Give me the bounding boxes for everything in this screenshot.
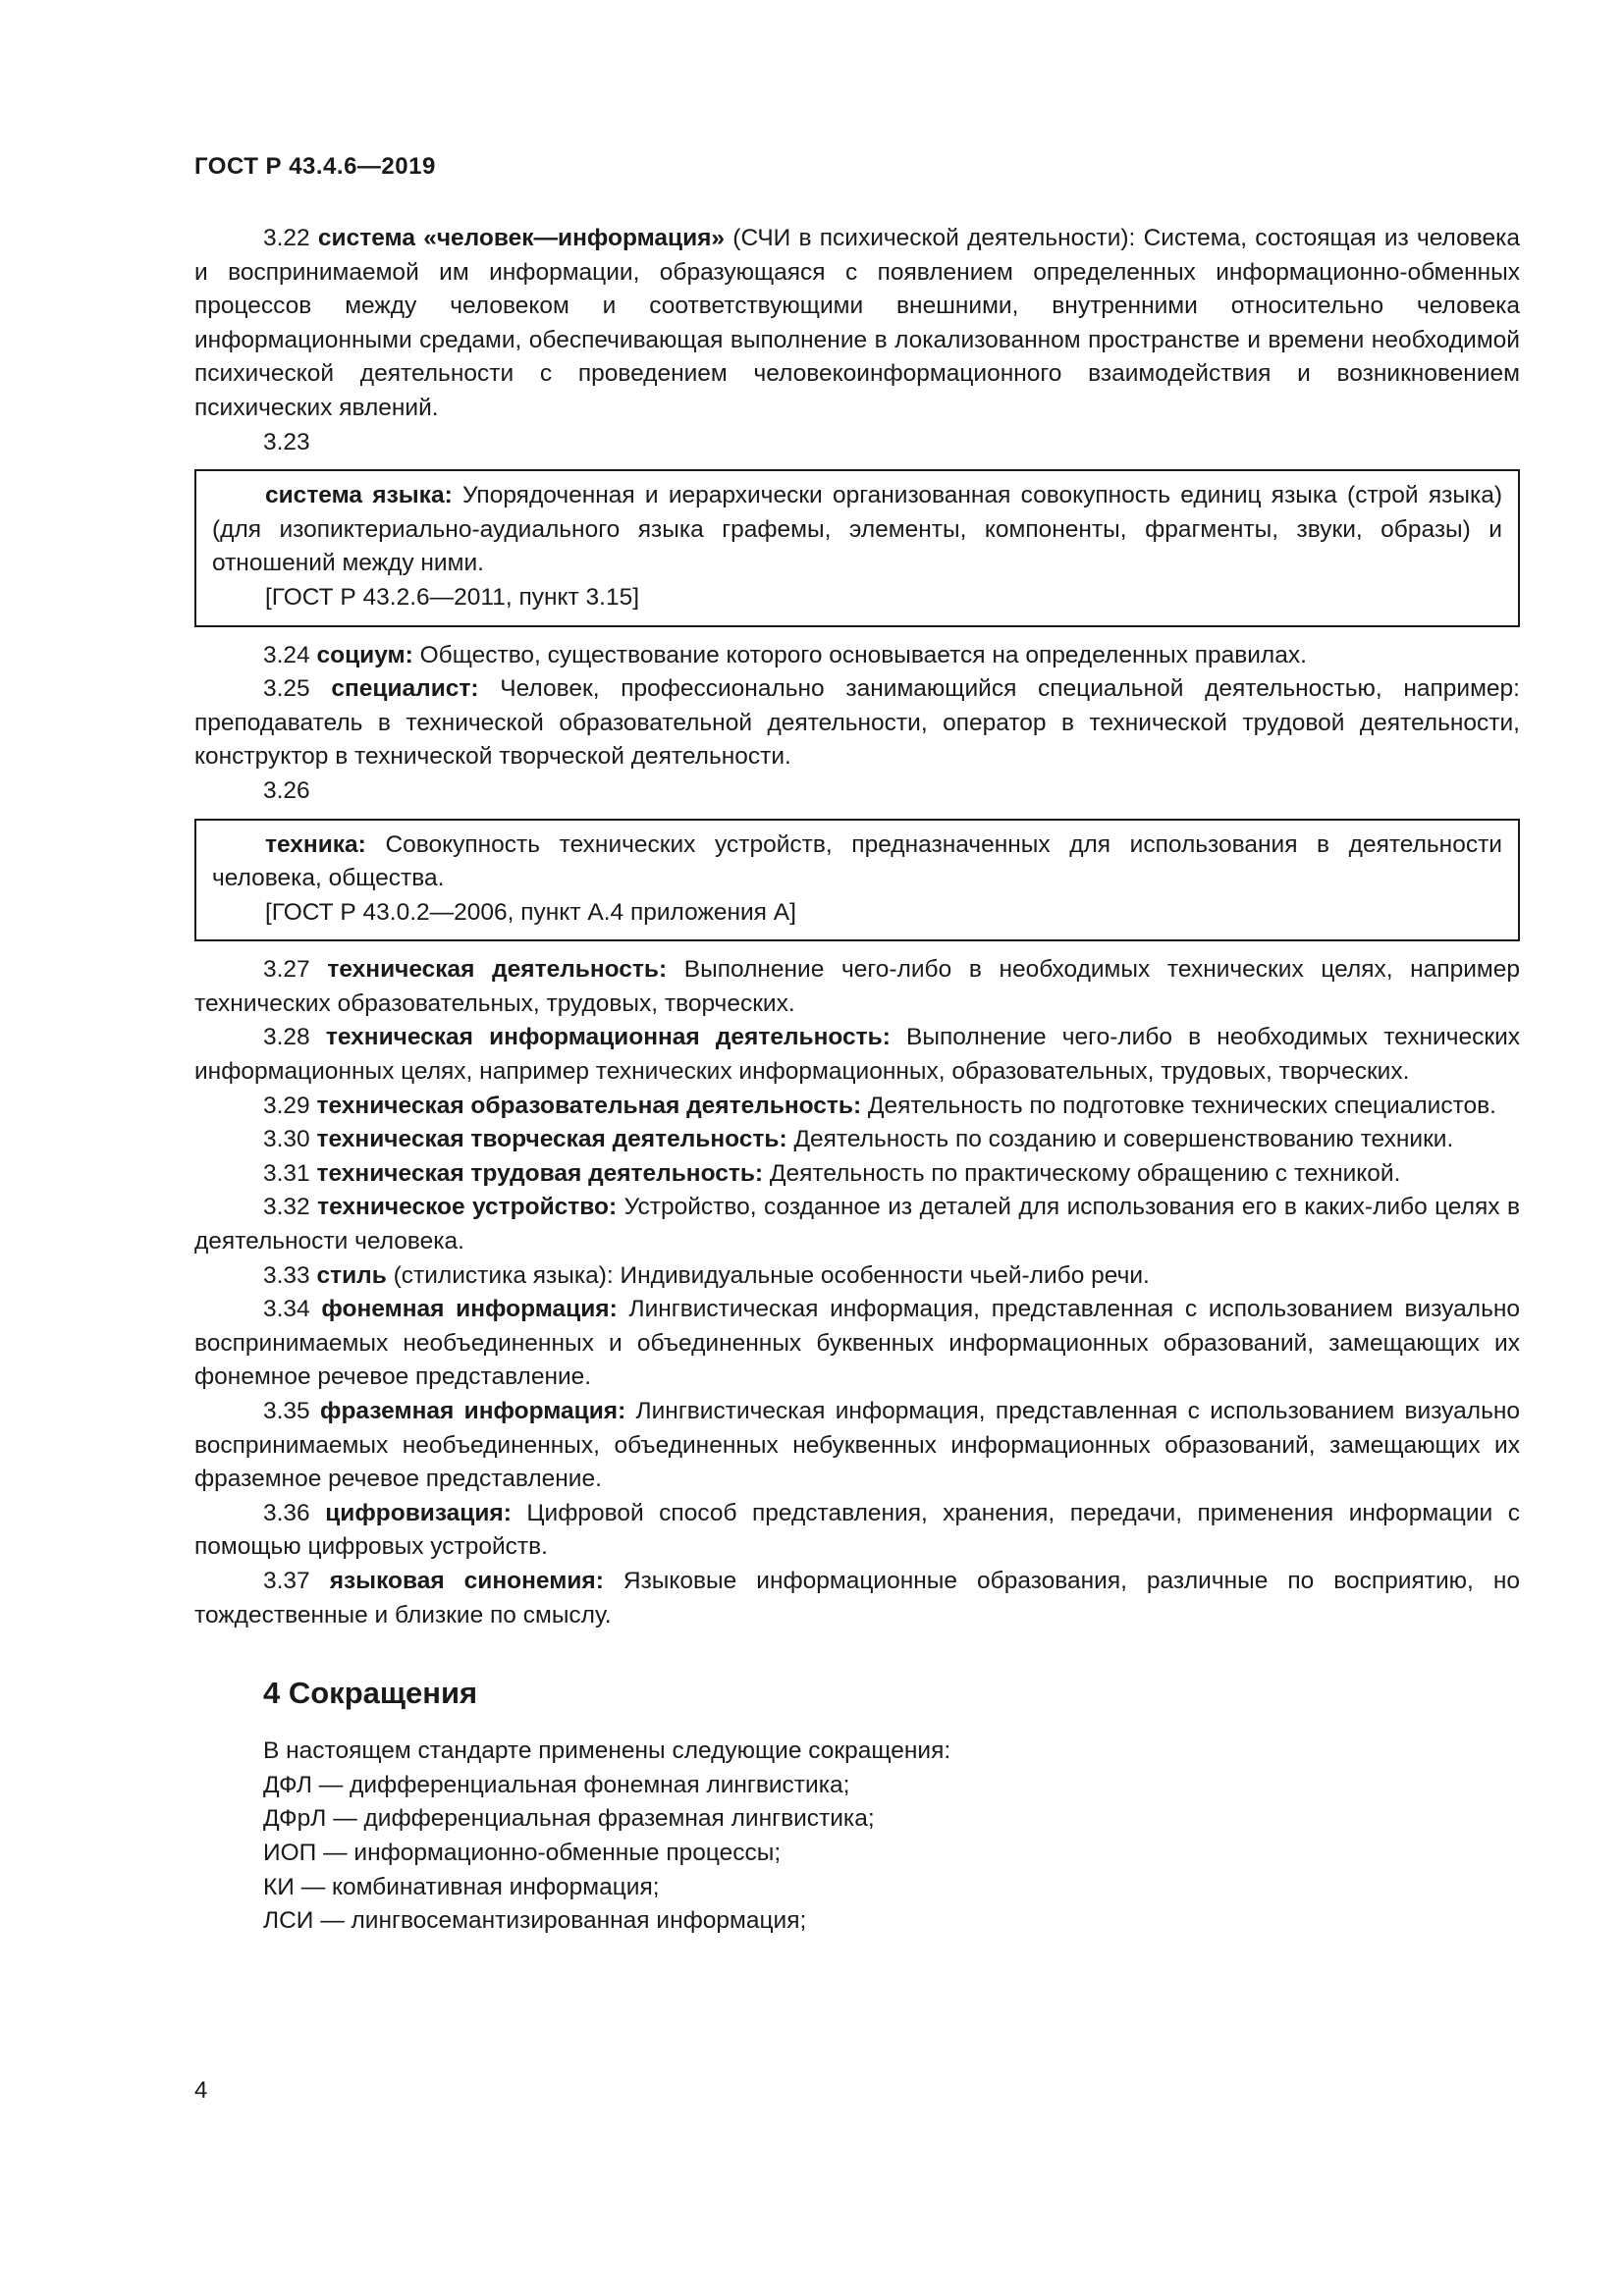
definition-text: Лингвистическая информация, представленная с использованием визуально воспринимаемых необъединенных и объединенных буквенных информационных образований, замещающих их фонемное речевое представление.: [194, 1296, 1521, 1391]
section-intro: В настоящем стандарте применены следующие сокращения:: [263, 1737, 951, 1765]
definition-text: (СЧИ в психической деятельности): Система, состоящая из человека и воспринимаемой им информации, образующаяся с появлением определенных информационно-обменных процессов между человеком и соответствующими внешними, внутренними относительно человека информационными средами, обеспечивающая выполнение в локализованном пространстве и времени необходимой психической деятельности с проведением человекоинформационного взаимодействия и возникновением психических явлений.: [194, 225, 1520, 421]
definition-3-30: 3.30 техническая творческая деятельность: Деятельность по созданию и совершенствованию техники.: [263, 1126, 1454, 1153]
definition-text: Деятельность по подготовке технических специалистов.: [861, 1092, 1496, 1119]
definition-text: Выполнение чего-либо в необходимых технических информационных целях, например технических информационных, образовательных, трудовых, творческих.: [194, 1024, 1520, 1086]
definition-3-35: 3.35 фраземная информация: Лингвистическая информация, представленная с использованием визуально воспринимаемых необъединенных, объединенных небуквенных информационных образований, замещающих их фраземное речевое представление.: [194, 1398, 1520, 1493]
abbreviation-item: КИ — комбинативная информация;: [263, 1873, 660, 1900]
definition-text: Совокупность технических устройств, предназначенных для использования в деятельности человека, общества.: [212, 830, 1502, 892]
definition-3-32: 3.32 техническое устройство: Устройство, созданное из деталей для использования его в каких-либо целях в деятельности человека.: [194, 1194, 1520, 1255]
definition-text: Языковые информационные образования, различные по восприятию, но тождественные и близкие по смыслу.: [194, 1567, 1520, 1629]
section-heading: 4 Сокращения: [263, 1676, 478, 1711]
definition-source: [ГОСТ Р 43.2.6—2011, пункт 3.15]: [265, 583, 640, 611]
term: техническая образовательная деятельность:: [316, 1092, 862, 1119]
term: стиль: [316, 1261, 387, 1289]
term-number-3-23: 3.23: [263, 428, 310, 455]
definition-3-37: 3.37 языковая синонемия: Языковые информационные образования, различные по восприятию, но тождественные и близкие по смыслу.: [194, 1567, 1520, 1629]
definition-text: Деятельность по практическому обращению с техникой.: [763, 1159, 1401, 1187]
document-header: ГОСТ Р 43.4.6—2019: [194, 153, 436, 180]
definition-3-29: 3.29 техническая образовательная деятельность: Деятельность по подготовке технических специалистов.: [263, 1092, 1496, 1119]
term: фраземная информация:: [320, 1398, 626, 1424]
abbreviation-item: ДФЛ — дифференциальная фонемная лингвистика;: [263, 1771, 850, 1798]
definition-text: Упорядоченная и иерархически организованная совокупность единиц языка (строй языка) (для изопиктериально-аудиального языка графемы, элементы, компоненты, фрагменты, звуки, образы) и отношений между ними.: [212, 482, 1502, 577]
definition-text: Человек, профессионально занимающийся специальной деятельностью, например: преподаватель в технической образовательной деятельности, оператор в технической трудовой деятельности, конструктор в технической творческой деятельности.: [194, 675, 1520, 771]
definition-text: (стилистика языка): Индивидуальные особенности чьей-либо речи.: [386, 1261, 1150, 1289]
definition-3-33: 3.33 стиль (стилистика языка): Индивидуальные особенности чьей-либо речи.: [263, 1261, 1150, 1289]
definition-3-28: 3.28 техническая информационная деятельность: Выполнение чего-либо в необходимых технических информационных целях, например технических информационных, образовательных, трудовых, творческих.: [194, 1024, 1520, 1086]
abbreviation-item: ЛСИ — лингвосемантизированная информация;: [263, 1907, 807, 1935]
definition-3-26: [212, 828, 1502, 896]
definition-3-36: 3.36 цифровизация: Цифровой способ представления, хранения, передачи, применения информации с помощью цифровых устройств.: [194, 1499, 1520, 1561]
definition-text: Выполнение чего-либо в необходимых технических целях, например технических образовательных, трудовых, творческих.: [194, 956, 1521, 1017]
definition-3-23: [212, 479, 1502, 581]
term: техническая творческая деятельность:: [316, 1126, 787, 1153]
term: специалист:: [331, 675, 479, 703]
quoted-definition-box: [194, 819, 1520, 942]
definition-text: Общество, существование которого основывается на определенных правилах.: [412, 641, 1307, 668]
document-body: [194, 222, 1520, 1939]
abbreviation-item: ДФрЛ — дифференциальная фраземная лингвистика;: [263, 1805, 875, 1833]
term: техническая трудовая деятельность:: [316, 1159, 764, 1187]
definition-3-27: 3.27 техническая деятельность: Выполнение чего-либо в необходимых технических целях, например технических образовательных, трудовых, творческих.: [194, 956, 1521, 1017]
definition-text: Устройство, созданное из деталей для использования его в каких-либо целях в деятельности человека.: [194, 1194, 1520, 1255]
definition-source: [ГОСТ Р 43.0.2—2006, пункт А.4 приложения А]: [265, 898, 796, 926]
term: техническое устройство:: [317, 1194, 618, 1221]
term: техника:: [265, 830, 366, 858]
term: система языка:: [265, 482, 453, 509]
definition-3-25: 3.25 специалист: Человек, профессионально занимающийся специальной деятельностью, например: преподаватель в технической образовательной деятельности, оператор в технической трудовой деятельности, конструктор в технической творческой деятельности.: [194, 675, 1520, 771]
definition-3-22: [194, 222, 1520, 426]
definition-text: Деятельность по созданию и совершенствованию техники.: [786, 1126, 1454, 1153]
quoted-definition-box: [194, 469, 1520, 626]
term: система «человек—информация»: [317, 225, 726, 251]
term-number-3-26: 3.26: [263, 776, 310, 804]
definition-3-31: 3.31 техническая трудовая деятельность: Деятельность по практическому обращению с техникой.: [263, 1159, 1401, 1187]
term: социум:: [316, 641, 413, 668]
term: языковая синонемия:: [329, 1567, 604, 1594]
page-number: 4: [194, 2077, 208, 2104]
definition-3-34: 3.34 фонемная информация: Лингвистическая информация, представленная с использованием визуально воспринимаемых необъединенных и объединенных буквенных информационных образований, замещающих их фонемное речевое представление.: [194, 1296, 1521, 1391]
definition-text: Лингвистическая информация, представленная с использованием визуально воспринимаемых необъединенных, объединенных небуквенных информационных образований, замещающих их фраземное речевое представление.: [194, 1398, 1520, 1493]
term: техническая информационная деятельность:: [325, 1024, 891, 1051]
term-number: 3.22: [263, 225, 310, 251]
definition-text: Цифровой способ представления, хранения, передачи, применения информации с помощью цифровых устройств.: [194, 1499, 1520, 1561]
term: техническая деятельность:: [327, 956, 668, 984]
term: фонемная информация:: [321, 1296, 618, 1323]
term: цифровизация:: [325, 1499, 512, 1526]
definition-3-24: 3.24 социум: Общество, существование которого основывается на определенных правилах.: [263, 641, 1307, 668]
abbreviation-item: ИОП — информационно-обменные процессы;: [263, 1839, 782, 1866]
